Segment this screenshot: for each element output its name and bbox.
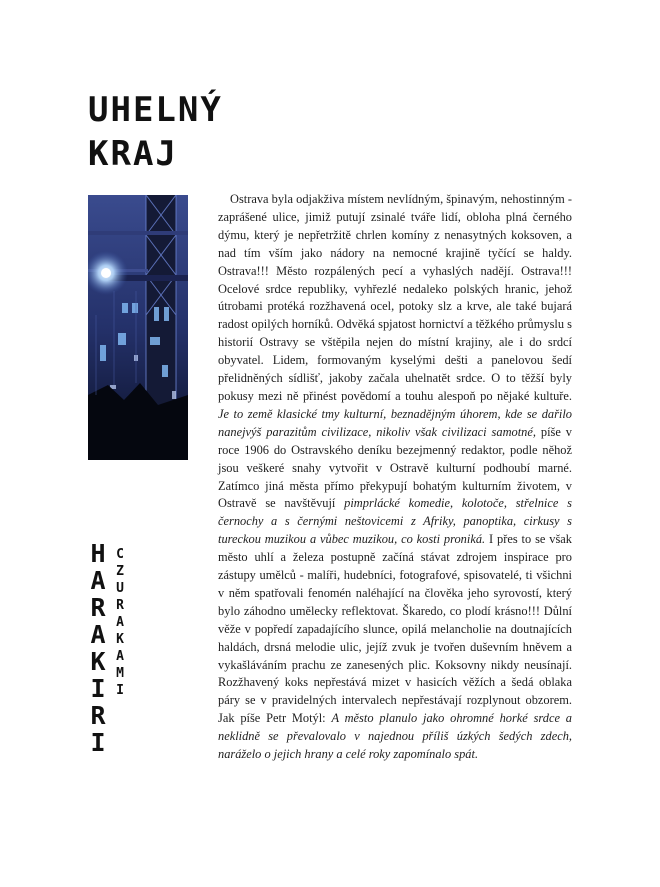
logo-main-word [86,540,110,756]
logo-sub-word [113,546,127,699]
title-line-1: UHELNÝ [88,90,223,130]
article-text-part-2: píše v roce 1906 do Ostravského deníku bezejmenný redaktor, podle něhož jsou veškeré snahy vytvořit v Ostravě kulturní podhoubí marné. Zatímco jiná města přímo překypují bohatým kulturním životem, v Ostravě se navštěvují [218,424,572,511]
logo-sub-letter: A [116,615,124,630]
logo-sub-letter: I [116,683,124,698]
quote-3: A město planulo jako ohromné horké srdce a neklidně se převalovalo v najednou příliš úzkých šedých zdech, naráželo o jejich hrany a celé roky zapomínalo spát. [218,711,572,762]
article-text-part-1: Ostrava byla odjakživa místem nevlídným, špinavým, nehostinným - zaprášené ulice, jimiž putují zsinalé tváře lidí, obloha plná černého dýmu, který je nepřetržitě chrlen komíny z nenasytných koksoven, a nad tím vším jako nádory na nemocné krajině tyčící se haldy. Ostrava!!! Město rozpálených pecí a vyhaslých nadějí. Ostrava!!! Ocelové srdce republiky, vyhřezlé nedaleko polských hranic, jehož útrobami protéká rozžhavená ocel, potoky slz a krve, ale také bujará radost opilých horníků. Odvěká spjatost hornictví a těžkého průmyslu s historií Ostravy se vštěpila nejen do místní krajiny, ale i do srdcí obyvatel. Lidem, formovaným kyselými dešti a panelovou šedí přelidněných sídlišť, jakoby začala uhelnatět srdce. O to těžší byly pokusy mezi ně přinést povědomí a touhu alespoň po nějaké kultuře. [218,192,572,403]
quote-2: pimprlácké komedie, kolotoče, střelnice s černochy a s černými neštovicemi z Afriky, panoptika, cirkusy s tureckou muzikou a vůbec muzikou, co kosti proniká. [218,496,572,547]
logo-letter: R [90,593,106,622]
article-text-part-3: I přes to se však město uhlí a železa postupně začíná stávat zdrojem inspirace pro zástupy umělců - malíři, hudebníci, fotografové, spisovatelé, ti všichni v něm spatřovali fenomén naléhající na člověka jeho syrovostí, který bylo záhodno umělecky reflektovat. Škaredo, co plodí krásno!!! Důlní věže v popředí zapadajícího slunce, opilá melancholie na doutnajících haldách, drsná melodie ulic, jejíž zvuk je tvořen duševním hněvem a vykašláváním prachu ze zanesených plic. Koksovny nikdy neusínají. Rozžhavený koks nepřestává mizet v hasicích věžích a šedá oblaka páry se v pravidelných intervalech nepřestávají rozplynout obzorem. Jak píše Petr Motýl: [218,532,572,726]
logo-letter: I [90,674,106,703]
logo-sub-letter: K [116,632,124,647]
logo-letter: I [90,728,106,757]
title-line-2: KRAJ [88,134,178,174]
logo-sub-letter: R [116,598,124,613]
logo-sub-letter: U [116,581,124,596]
logo-sub-letter: M [116,666,124,681]
logo-letter: K [90,647,106,676]
logo-sub-letter: Z [116,564,124,579]
harakiri-logo [86,539,130,757]
page-title [88,88,223,176]
article-text [218,191,572,764]
industrial-night-photo [88,195,188,460]
logo-letter: H [90,539,106,568]
logo-letter: A [90,566,106,595]
quote-1: Je to země klasické tmy kulturní, beznadějným úhorem, kde se dařilo nanejvýš parazitům civilizace, nikoliv však civilizaci samotné, [218,406,572,439]
logo-sub-letter: A [116,649,124,664]
logo-letter: A [90,620,106,649]
article-paragraph [218,191,572,764]
logo-letter: R [90,701,106,730]
logo-sub-letter: C [116,547,124,562]
